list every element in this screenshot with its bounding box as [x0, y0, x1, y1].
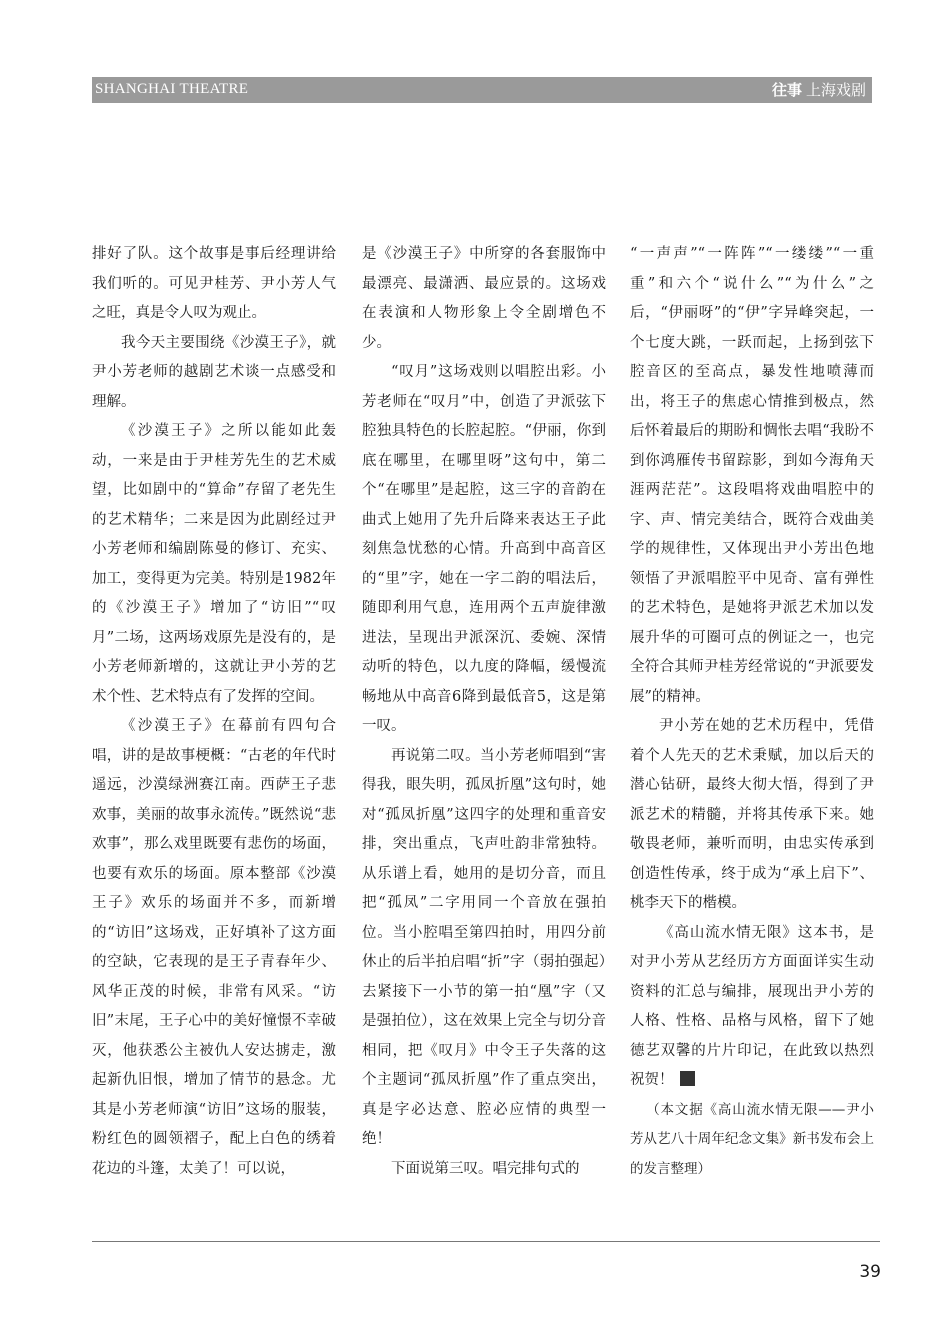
paragraph-text: 《高山流水情无限》这本书，是对尹小芳从艺经历方方面面详实生动资料的汇总与编排，展现出尹小芳的人格、性格、品格与风格，留下了她德艺双馨的片片印记，在此致以热烈祝贺！ [630, 924, 874, 1088]
footer-divider [92, 1241, 880, 1242]
paragraph: “一声声”“一阵阵”“一缕缕”“一重重”和六个“说什么”“为什么”之后，“伊丽呀”的“伊”字异峰突起，一个七度大跳，一跃而起，上扬到弦下腔音区的至高点，暴发性地喷薄而出，将王子的焦虑心情推到极点，然后怀着最后的期盼和惆怅去唱“我盼不到你鸿雁传书留踪影，到如今海角天涯两茫茫”。这段唱将戏曲唱腔中的字、声、情完美结合，既符合戏曲美学的规律性，又体现出尹小芳出色地领悟了尹派唱腔平中见奇、富有弹性的艺术特色，是她将尹派艺术加以发展升华的可圈可点的例证之一，也完全符合其师尹桂芳经常说的“尹派要发展”的精神。 [630, 246, 874, 705]
paragraph: 《沙漠王子》在幕前有四句合唱，讲的是故事梗概：“古老的年代时遥远，沙漠绿洲赛江南。西萨王子悲欢事，美丽的故事永流传。”既然说“悲欢事”，那么戏里既要有悲伤的场面，也要有欢乐的场面。原本整部《沙漠王子》欢乐的场面并不多，而新增的“访旧”这场戏，正好填补了这方面的空缺，它表现的是王子青春年少、风华正茂的时候，非常有风采。“访旧”末尾，王子心中的美好憧憬不幸破灭，他获悉公主被仇人安达掳走，激起新仇旧恨，增加了情节的悬念。尤其是小芳老师演“访旧”这场的服装，粉红色的圆领褶子，配上白色的绣着花边的斗篷，太美了！可以说， [92, 718, 336, 1177]
text-column-3 [630, 240, 874, 1184]
section-title [772, 79, 866, 100]
paragraph: 下面说第三叹。唱完排句式的 [391, 1160, 580, 1177]
paragraph: 尹小芳在她的艺术历程中，凭借着个人先天的艺术秉赋，加以后天的潜心钻研，最终大彻大悟，得到了尹派艺术的精髓，并将其传承下来。她敬畏老师，兼听而明，由忠实传承到创造性传承，终于成为“承上启下”、桃李天下的楷模。 [630, 718, 874, 911]
paragraph: 是《沙漠王子》中所穿的各套服饰中最漂亮、最潇洒、最应景的。这场戏在表演和人物形象上令全剧增色不少。 [362, 246, 606, 351]
paragraph: “叹月”这场戏则以唱腔出彩。小芳老师在“叹月”中，创造了尹派弦下腔独具特色的长腔起腔。“伊丽，你到底在哪里，在哪里呀”这句中，第二个“在哪里”是起腔，这三字的音韵在曲式上她用了先升后降来表达王子此刻焦急忧愁的心情。升高到中高音区的“里”字，她在一字二韵的唱法后，随即利用气息，连用两个五声旋律激进法，呈现出尹派深沉、委婉、深情动听的特色，以九度的降幅，缓慢流畅地从中高音6降到最低音5，这是第一叹。 [362, 364, 606, 734]
text-column-1 [92, 240, 336, 1184]
text-column-2 [362, 240, 606, 1184]
end-of-article-icon [680, 1071, 695, 1086]
paragraph: 排好了队。这个故事是事后经理讲给我们听的。可见尹桂芳、尹小芳人气之旺，真是令人叹为观止。 [92, 246, 336, 321]
magazine-name: 上海戏剧 [805, 81, 866, 99]
running-header [92, 77, 872, 103]
page-number: 39 [859, 1262, 881, 1282]
paragraph: 我今天主要围绕《沙漠王子》，就尹小芳老师的越剧艺术谈一点感受和理解。 [92, 334, 336, 410]
paragraph-with-end-mark [630, 919, 874, 1096]
paragraph: 《沙漠王子》之所以能如此轰动，一来是由于尹桂芳先生的艺术威望，比如剧中的“算命”存留了老先生的艺术精华；二来是因为此剧经过尹小芳老师和编剧陈曼的修订、充实、加工，变得更为完美。特别是1982年的《沙漠王子》增加了“访旧”“叹月”二场，这两场戏原先是没有的，是小芳老师新增的，这就让尹小芳的艺术个性、艺术特点有了发挥的空间。 [92, 423, 336, 705]
paragraph: 再说第二叹。当小芳老师唱到“害得我，眼失明，孤凤折凰”这句时，她对“孤凤折凰”这四字的处理和重音安排，突出重点，飞声吐韵非常独特。从乐谱上看，她用的是切分音，而且把“孤凤”二字用同一个音放在强拍位。当小腔唱至第四拍时，用四分前休止的后半拍启唱“折”字（弱拍强起）去紧接下一小节的第一拍“凰”字（又是强拍位），这在效果上完全与切分音相同，把《叹月》中令王子失落的这个主题词“孤凤折凰”作了重点突出，真是字必达意、腔必应情的典型一绝！ [362, 747, 606, 1147]
section-name: 往事 [771, 81, 802, 99]
source-note: （本文据《高山流水情无限——尹小芳从艺八十周年纪念文集》新书发布会上的发言整理） [630, 1101, 874, 1177]
magazine-english-title: SHANGHAI THEATRE [95, 81, 249, 97]
